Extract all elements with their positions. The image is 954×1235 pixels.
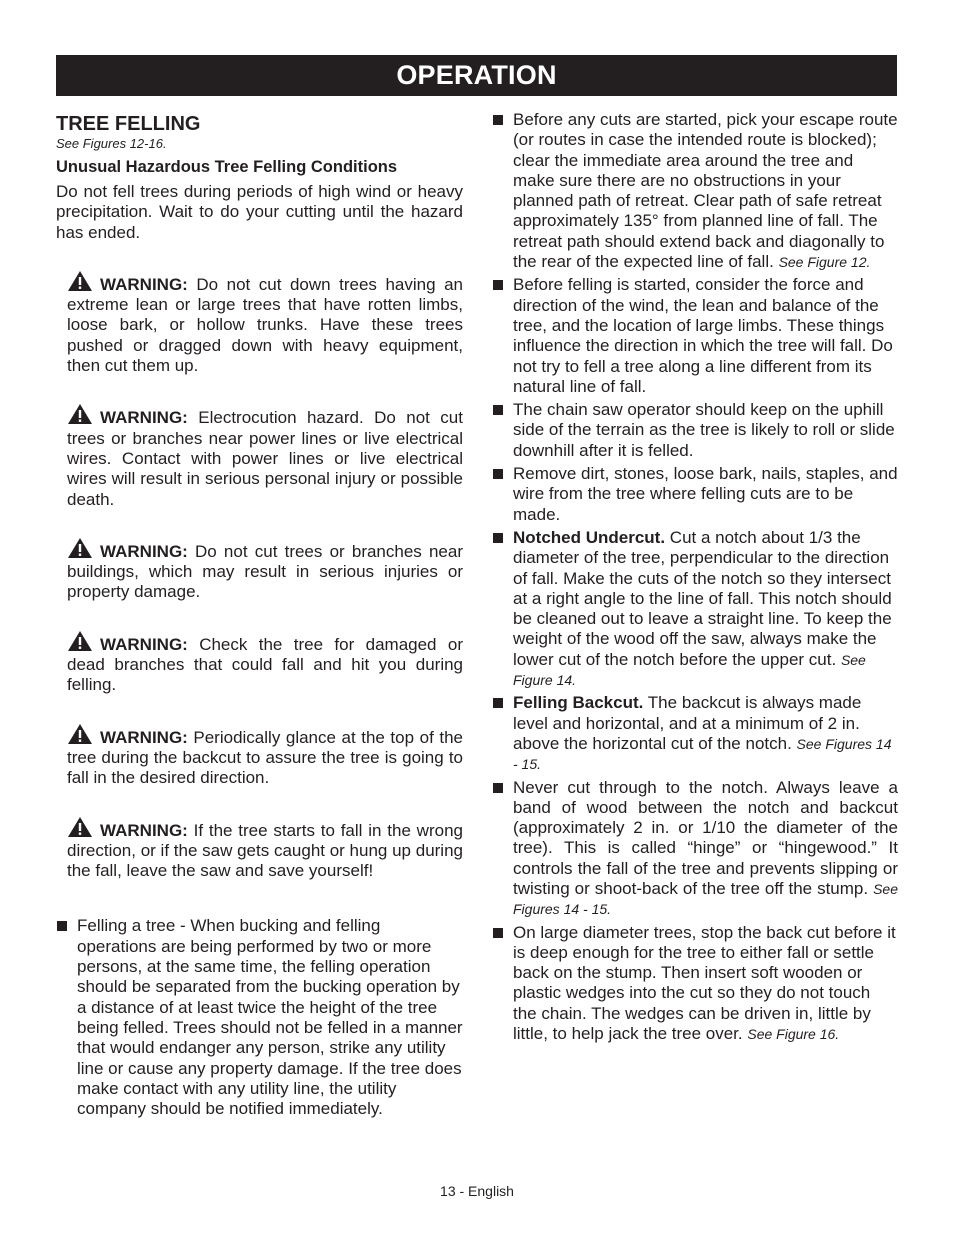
bullet-heading: Felling Backcut. <box>513 693 644 713</box>
square-bullet-icon <box>493 280 503 290</box>
list-item <box>492 110 898 272</box>
warning-block <box>67 723 463 789</box>
warning-block <box>67 816 463 882</box>
bullet-text: Never cut through to the notch. Always leave a band of wood between the notch and backcut (approximately 2 in. or 1/10 the diameter of the tree). This is called “hinge” or “hingewood.” It controls the fall of the tree and prevents slipping or twisting or shoot-back of the tree off the stump. <box>513 777 898 898</box>
warning-triangle-icon <box>67 816 93 838</box>
figure-ref: See Figure 14. <box>513 651 866 689</box>
warning-label: WARNING: <box>100 727 188 747</box>
warning-text: Do not cut trees or branches near buildings, which may result in serious injuries or property damage. <box>67 541 463 602</box>
bullet-heading: Notched Undercut. <box>513 527 666 547</box>
list-item <box>56 916 463 1119</box>
list-item <box>492 528 898 690</box>
bullet-text: Felling a tree - When bucking and felling operations are being performed by two or more persons, at the same time, the felling operation should be separated from the bucking operation by a distance of at least twice the height of the tree being felled. Trees should not be felled in a manner that would endanger any person, strike any utility line or cause any property damage. If the tree does make contact with any utility line, the utility company should be notified immediately. <box>77 916 463 1119</box>
bullet-text: Cut a notch about 1/3 the diameter of the tree, perpendicular to the direction of fall. Make the cuts of the notch so they intersect at a right angle to the line of fall. This notch should be cleaned out to leave a straight line. To keep the weight of the wood off the saw, always make the lower cut of the notch before the upper cut. <box>513 527 892 669</box>
square-bullet-icon <box>493 698 503 708</box>
page-number: 13 - English <box>440 1183 514 1199</box>
warning-label: WARNING: <box>100 541 188 561</box>
warning-text: Do not cut down trees having an extreme lean or large trees that have rotten limbs, loose bark, or hollow trunks. Have these trees pushed or dragged down with heavy equipment, then cut them up. <box>67 274 463 376</box>
list-item <box>492 464 898 525</box>
warning-triangle-icon <box>67 270 93 292</box>
figure-ref: See Figure 16. <box>747 1026 840 1043</box>
warning-text: Periodically glance at the top of the tree during the backcut to assure the tree is going to fall in the desired direction. <box>67 727 463 788</box>
figure-ref: See Figures 14 - 15. <box>513 880 898 918</box>
bullet-text: The chain saw operator should keep on the uphill side of the terrain as the tree is likely to roll or slide downhill after it is felled. <box>513 400 895 460</box>
bullet-text: On large diameter trees, stop the back cut before it is deep enough for the tree to either fall or settle back on the stump. Then insert soft wooden or plastic wedges into the cut so they do not touch the chain. The wedges can be driven in, little by little, to help jack the tree over. <box>513 922 896 1044</box>
warning-text: Electrocution hazard. Do not cut trees or branches near power lines or live electrical wires. Contact with power lines or live electrical wires will result in serious personal injury or possible death. <box>67 408 463 509</box>
warning-triangle-icon <box>67 723 93 745</box>
right-column <box>492 110 898 1047</box>
left-column <box>56 110 463 1122</box>
bullet-text: Before felling is started, consider the force and direction of the wind, the lean and balance of the tree, and the location of large limbs. These things influence the direction in which the tree will fall. Do not try to fell a tree along a line different from its natural line of fall. <box>513 275 893 396</box>
warning-block <box>67 630 463 696</box>
square-bullet-icon <box>493 405 503 415</box>
square-bullet-icon <box>493 115 503 125</box>
page-title: OPERATION <box>56 55 897 96</box>
square-bullet-icon <box>493 469 503 479</box>
warning-triangle-icon <box>67 537 93 559</box>
section-title: TREE FELLING <box>56 113 201 135</box>
warning-block <box>67 403 463 509</box>
figure-ref: See Figures 14 - 15. <box>513 735 892 773</box>
intro-paragraph: Do not fell trees during periods of high wind or heavy precipitation. Wait to do your cutting until the hazard has ended. <box>56 182 463 242</box>
square-bullet-icon <box>493 783 503 793</box>
square-bullet-icon <box>493 928 503 938</box>
subheading: Unusual Hazardous Tree Felling Conditions <box>56 158 398 176</box>
list-item <box>492 400 898 461</box>
square-bullet-icon <box>493 533 503 543</box>
warning-block <box>67 537 463 603</box>
warning-text: If the tree starts to fall in the wrong direction, or if the saw gets caught or hung up during the fall, leave the saw and save yourself! <box>67 820 463 881</box>
warning-label: WARNING: <box>100 408 188 428</box>
warning-text: Check the tree for damaged or dead branches that could fall and hit you during felling. <box>67 634 463 695</box>
figure-ref: See Figure 12. <box>778 254 871 271</box>
bullet-text: Remove dirt, stones, loose bark, nails, staples, and wire from the tree where felling cuts are to be made. <box>513 464 898 524</box>
bullet-text: The backcut is always made level and horizontal, and at a minimum of 2 in. above the horizontal cut of the notch. <box>513 693 862 753</box>
bullet-text: Before any cuts are started, pick your escape route (or routes in case the intended route is blocked); clear the immediate area around the tree and make sure there are no obstructions in your planned path of retreat. Clear path of safe retreat approximately 135° from planned line of fall. The retreat path should extend back and diagonally to the rear of the expected line of fall. <box>513 110 898 272</box>
list-item <box>492 693 898 774</box>
section-figure-ref: See Figures 12-16. <box>56 136 167 151</box>
warning-block <box>67 270 463 376</box>
warning-triangle-icon <box>67 630 93 652</box>
warning-label: WARNING: <box>100 820 188 840</box>
list-item <box>492 275 898 397</box>
list-item <box>492 778 898 920</box>
list-item <box>492 923 898 1045</box>
square-bullet-icon <box>57 921 67 931</box>
warning-triangle-icon <box>67 403 93 425</box>
warning-label: WARNING: <box>100 274 188 294</box>
warning-label: WARNING: <box>100 634 188 654</box>
